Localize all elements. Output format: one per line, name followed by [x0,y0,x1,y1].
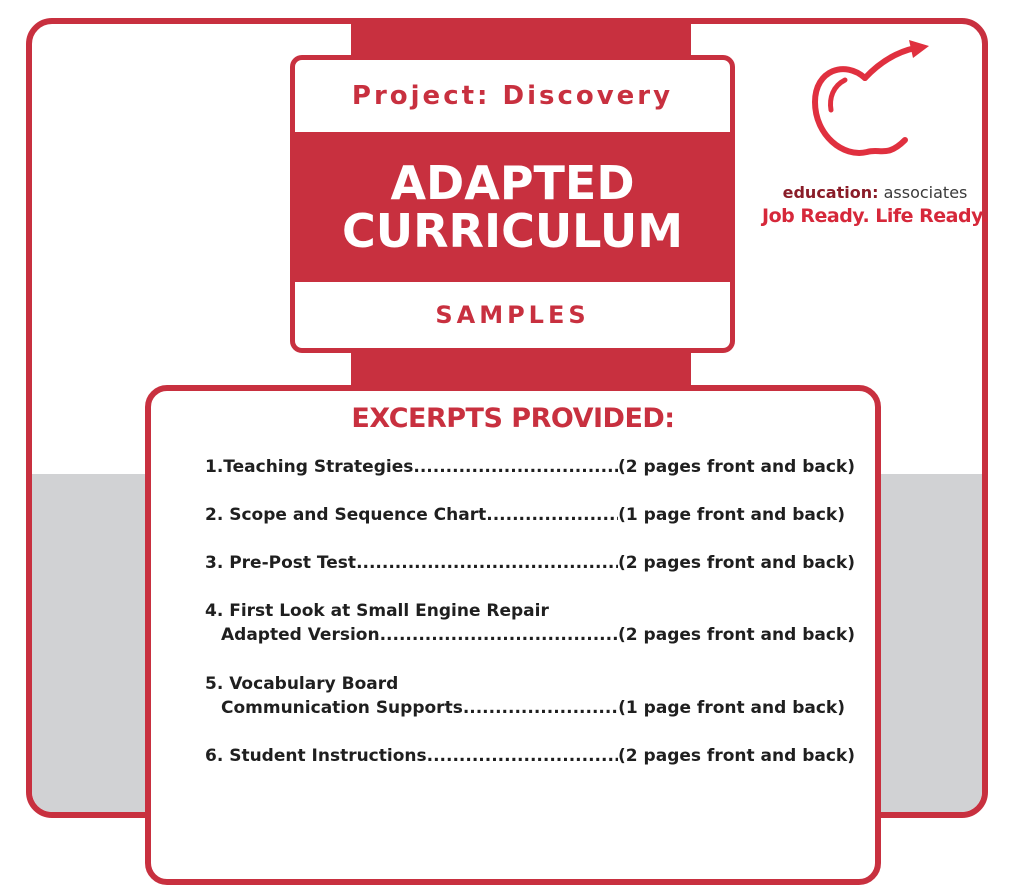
brand-regular: associates [883,183,968,202]
excerpt-pages: (1 page front and back) [618,505,845,525]
excerpt-pages: (1 page front and back) [618,698,845,718]
excerpt-label: 2. Scope and Sequence Chart [205,505,487,525]
title-line-2: CURRICULUM [342,204,683,258]
excerpt-pages: (2 pages front and back) [618,746,855,766]
title-line-1: ADAPTED [390,156,635,210]
project-label: Project: Discovery [351,81,674,111]
excerpts-heading: EXCERPTS PROVIDED: [351,403,675,434]
excerpt-label: 6. Student Instructions [205,746,427,766]
subtitle: SAMPLES [435,301,590,329]
excerpt-pages: (2 pages front and back) [618,553,855,573]
tagline: Job Ready. Life Ready. [762,205,988,227]
excerpt-label: 5. Vocabulary Board [205,674,399,694]
title-card [290,55,735,353]
excerpt-pages: (2 pages front and back) [618,457,855,477]
brand-bold: education: [782,183,879,202]
dot-leader [486,503,618,527]
excerpt-item-1 [205,455,855,479]
excerpt-item-6 [205,744,855,768]
dot-leader [413,455,618,479]
apple-arrow-icon [805,40,945,170]
dot-leader [427,744,618,768]
excerpt-continuation: Communication Supports [221,698,463,718]
excerpt-label: 4. First Look at Small Engine Repair [205,601,549,621]
excerpt-label: 1.Teaching Strategies [205,457,414,477]
excerpt-item-5 [205,672,855,720]
excerpt-continuation: Adapted Version [221,625,380,645]
dot-leader [463,696,618,720]
excerpt-item-4 [205,599,855,647]
company-logo [755,40,995,240]
dot-leader [356,551,618,575]
brand-name [755,183,995,202]
excerpts-panel [145,385,881,885]
excerpt-item-2 [205,503,855,527]
excerpt-label: 3. Pre-Post Test [205,553,357,573]
excerpt-pages: (2 pages front and back) [618,625,855,645]
dot-leader [380,623,618,647]
main-title [295,132,730,282]
excerpt-item-3 [205,551,855,575]
